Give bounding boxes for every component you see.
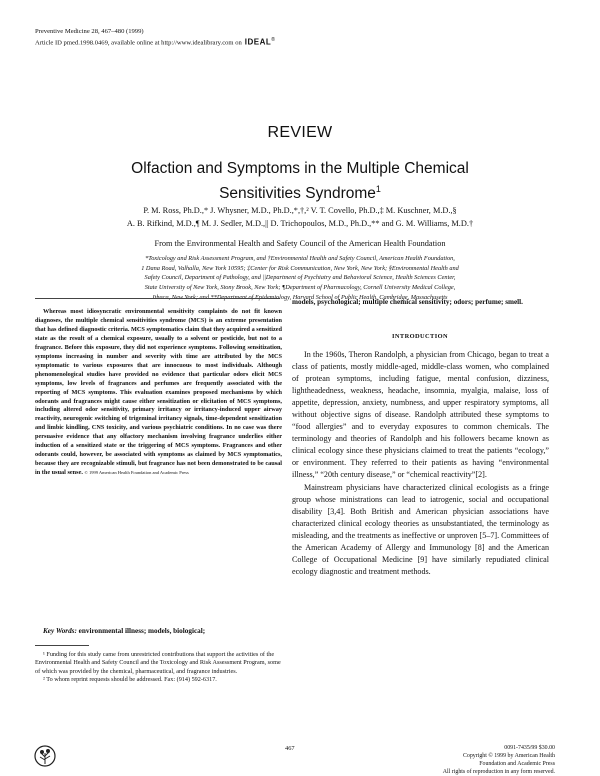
ideal-logo[interactable]: IDEAL®: [244, 37, 276, 47]
ideal-logo-text: IDEAL: [244, 37, 272, 47]
footnotes: [35, 651, 282, 685]
author-line-1: P. M. Ross, Ph.D.,* J. Whysner, M.D., Ph.D.,*,†,² V. T. Covello, Ph.D.,‡ M. Kuschner, M.D.,§: [143, 206, 457, 215]
introduction-heading: INTRODUCTION: [392, 333, 448, 340]
affiliation-line: Ithaca, New York; and **Department of Epidemiology, Harvard School of Public Health, Cambridge, Massachusetts: [152, 293, 448, 301]
issn-price: 0091-7435/99 $30.00: [504, 745, 555, 751]
footnote-1: ¹ Funding for this study came from unrestricted contributions that support the activities of the Environmental Health and Safety Council and the Toxicology and Risk Assessment Program, some of which was provided by the chemical, pharmaceutical, and fragrance industries.: [35, 651, 281, 675]
journal-header: [35, 27, 275, 48]
affiliation-line: *Toxicology and Risk Assessment Program, and †Environmental Health and Safety Council, American Health Foundation,: [145, 255, 455, 262]
publisher-tree-logo: [34, 744, 56, 768]
page-number: 467: [285, 745, 295, 752]
title-line-2: Sensitivities Syndrome$^1$: [219, 184, 381, 203]
footnote-2: ² To whom reprint requests should be addressed. Fax: (914) 592-6317.: [43, 676, 217, 684]
footnote-rule: [35, 645, 89, 646]
title-footnote-mark: 1: [375, 184, 381, 194]
keywords-label: Key Words:: [43, 627, 77, 635]
copyright-block: [440, 744, 555, 776]
article-id-line: [35, 36, 275, 48]
introduction-paragraph: Mainstream physicians have characterized clinical ecologists as a fringe group whose ministrations can lead to iatrogenic, social and occupational disability [3,4]. Both British and American physician associations have characterized clinical ecology theories as unsubstantiated, the terminology as misleading, and the treatments as ineffective or unproven [5–7]. Committees of the American Academy of Allergy and Immunology [8] and the American College of Occupational Medicine [9] have similarly repudiated clinical ecology diagnostic and treatment methods.: [292, 482, 549, 576]
affiliation-line: State University of New York, Stony Brook, New York; ¶Department of Pharmacology, Cornell University Medical College,: [144, 284, 456, 292]
abstract-copyright: © 1999 American Health Foundation and Academic Press: [84, 470, 189, 476]
journal-citation: Preventive Medicine 28, 467–480 (1999): [35, 28, 144, 35]
keywords-left: [35, 626, 282, 636]
affiliation-line: 1 Dana Road, Valhalla, New York 10595; ‡Center for Risk Communication, New York, New York; §Environmental Health and: [141, 264, 459, 272]
article-title: [70, 159, 530, 204]
from-line: From the Environmental Health and Safety Council of the American Health Foundation: [154, 239, 446, 248]
article-id-text: Article ID pmed.1998.0469, available online at http://www.idealibrary.com on: [35, 39, 242, 47]
affiliations: [46, 254, 554, 303]
introduction-body: [292, 349, 549, 578]
keywords-right: models, psychological; multiple chemical sensitivity; odors; perfume; smell.: [292, 298, 523, 306]
title-line-1: Olfaction and Symptoms in the Multiple Chemical: [131, 160, 469, 177]
copyright-line: Copyright © 1999 by American Health Foundation and Academic Press: [462, 753, 555, 767]
abstract-top-rule: [35, 298, 280, 299]
rights-line: All rights of reproduction in any form reserved.: [442, 769, 555, 775]
author-list: [50, 205, 550, 230]
affiliation-line: Safety Council, Department of Pathology, and ||Department of Psychiatry and Behavioral Science, Health Sciences Center,: [144, 274, 456, 282]
introduction-paragraph: In the 1960s, Theron Randolph, a physician from Chicago, began to treat a class of patients, mostly middle-aged, middle-class women, who complained of protean symptoms, including fatigue, mental confusion, dizziness, lightheadedness, weakness, headache, insomnia, myalgia, malaise, loss of appetite, depression, anxiety, numbness, and upper respiratory symptoms, all without objective signs of disease. Randolph attributed these symptoms to “food allergies” and to everyday exposures to common chemicals. The terminology and theories of Randolph and his followers became known as clinical ecology since these physicians claimed to treat the patients “ecology,” or environment. They referred to their patients as having “environmental illness,” “20th century disease,” or “chemical reactivity”[2].: [292, 350, 549, 480]
abstract: [35, 308, 282, 478]
keywords-left-text: environmental illness; models, biological;: [78, 627, 206, 635]
author-line-2: A. B. Rifkind, M.D.,¶ M. J. Sedler, M.D.,|| D. Trichopoulos, M.D., Ph.D.,** and G. M. Williams, M.D.†: [126, 218, 474, 228]
section-label: REVIEW: [267, 124, 333, 141]
abstract-text: Whereas most idiosyncratic environmental sensitivity complaints do not fit known diagnoses, the multiple chemical sensitivities syndrome (MCS) is an extreme presentation that has defined diagnostic criteria. MCS symptomatics claim that they acquired a sensitized state as the result of a chemical exposure, usually to a solvent or pesticide, but not to a fragrance. Before this exposure, they did not experience symptoms. Following sensitization, symptoms increasing in number and severity with time are attributed by the MCS symptomatic to various exposures that are innocuous to most individuals. Although phenomenological studies have provided no evidence that particular odors elicit MCS symptoms, low levels of fragrances and perfumes are frequently associated with the reporting of MCS symptoms. This evaluation examines proposed mechanisms by which odorants and fragrances might cause either sensitization or elicitation of MCS symptoms, including altered odor sensitivity, primary irritancy or irritancy-induced upper airway reactivity, neurogenic switching of trigeminal irritancy signals, time-dependent sensitization and limbic kindling, CNS toxicity, and various psychiatric conditions. In no case was there persuasive evidence that any olfactory mechanism involving fragrance underlies either induction of a sensitized state or the triggering of MCS symptoms. Fragrances and other odorants could, however, be associated with symptoms as claimed by MCS symptomatics, because they are recognizable stimuli, but fragrance has not been demonstrated to be causal in the usual sense.: [35, 308, 282, 477]
